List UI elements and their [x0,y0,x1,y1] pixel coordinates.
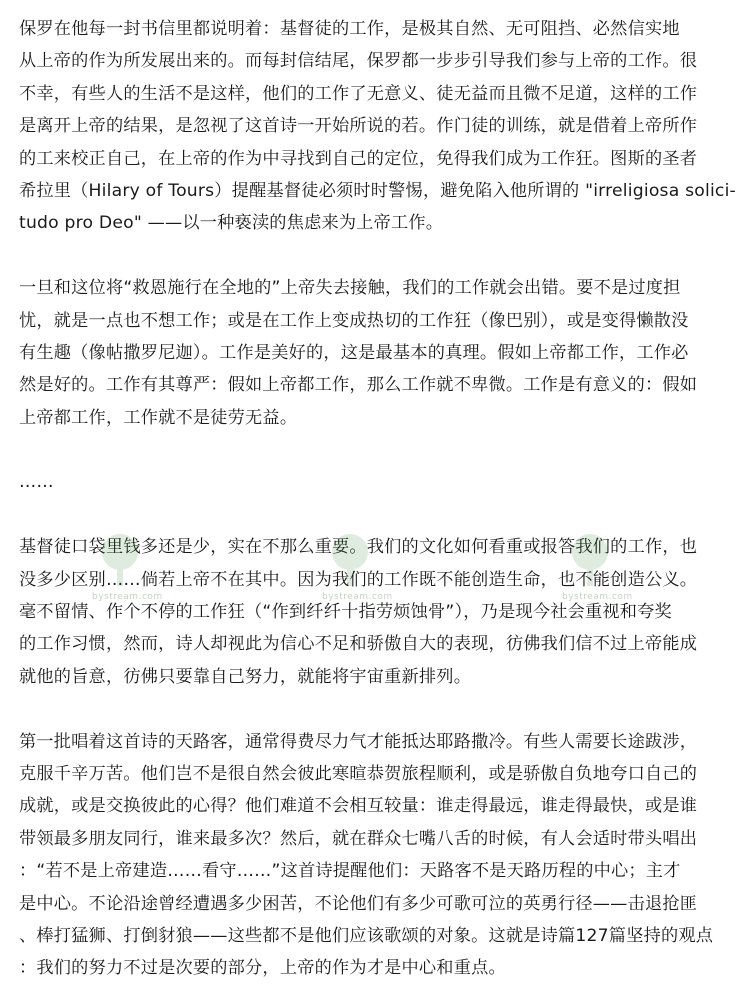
watermark-text: bystream.com [92,592,163,602]
paragraph-4 [19,726,732,985]
text-line: 第一批唱着这首诗的天路客，通常得费尽力气才能抵达耶路撒冷。有些人需要长途跋涉， [19,731,698,752]
text-line: 的工来校正自己，在上帝的作为中寻找到自己的定位，免得我们成为工作狂。图斯的圣者 [19,148,698,169]
text-line: 带领最多朋友同行，谁来最多次？然后，就在群众七嘴八舌的时候，有人会适时带头唱出 [19,828,698,849]
text-line: ：我们的努力不过是次要的部分，上帝的作为才是中心和重点。 [19,958,506,979]
text-line: 是离开上帝的结果，是忽视了这首诗一开始所说的若。作门徒的训练，就是借着上帝所作 [19,116,698,137]
text-line: 是中心。不论沿途曾经遭遇多少困苦，不论他们有多少可歌可泣的英勇行径——击退抢匪 [19,893,698,914]
text-line: 有生趣（像帖撒罗尼迦）。工作是美好的，这是最基本的真理。假如上帝都工作，工作必 [19,342,689,363]
watermark-text: bystream.com [322,592,393,602]
text-line: 克服千辛万苦。他们岂不是很自然会彼此寒暄恭贺旅程顺利，或是骄傲自负地夸口自己的 [19,763,698,784]
text-line: 毫不留情、作个不停的工作狂（“作到纤纤十指劳烦蚀骨”），乃是现今社会重视和夸奖 [19,602,672,623]
text-line: 就他的旨意，彷佛只要靠自己努力，就能将宇宙重新排列。 [19,666,472,687]
text-line: 希拉里（Hilary of Tours）提醒基督徒必须时时警惕，避免陷入他所谓的 "irreligiosa solici- [19,180,736,201]
paragraph-3 [19,531,732,693]
watermark-text: bystream.com [562,592,633,602]
text-line: 不幸，有些人的生活不是这样，他们的工作了无意义、徒无益而且微不足道，这样的工作 [19,83,698,104]
text-line: ：“若不是上帝建造……看守……”这首诗提醒他们：天路客不是天路历程的中心；主才 [19,861,681,882]
text-line: 从上帝的作为所发展出来的。而每封信结尾，保罗都一步步引导我们参与上帝的工作。很 [19,51,698,72]
paragraph-gap [19,693,732,725]
text-line: 基督徒口袋里钱多还是少，实在不那么重要。我们的文化如何看重或报答我们的工作，也 [19,537,698,558]
text-line: 成就，或是交换彼此的心得？他们难道不会相互较量：谁走得最远，谁走得最快，或是谁 [19,796,698,817]
paragraph-gap [19,240,732,272]
text-line: 保罗在他每一封书信里都说明着：基督徒的工作，是极其自然、无可阻挡、必然信实地 [19,19,680,39]
paragraph-2 [19,272,732,434]
paragraph-gap [19,499,732,531]
text-line: 的工作习惯，然而，诗人却视此为信心不足和骄傲自大的表现，彷佛我们信不过上帝能成 [19,634,698,655]
text-line: 然是好的。工作有其尊严：假如上帝都工作，那么工作就不卑微。工作是有意义的：假如 [19,375,698,396]
paragraph-gap [19,434,732,466]
text-line: 没多少区别……倘若上帝不在其中。因为我们的工作既不能创造生命，也不能创造公义。 [19,569,698,590]
ellipsis-paragraph [19,466,732,498]
text-line: 、棒打猛狮、打倒豺狼——这些都不是他们应该歌颂的对象。这就是诗篇127篇坚持的观点 [19,925,714,946]
paragraph-1 [19,13,736,240]
text-line: 上帝都工作，工作就不是徒劳无益。 [19,407,298,428]
text-line: 一旦和这位将“救恩施行在全地的”上帝失去接触，我们的工作就会出错。要不是过度担 [19,278,681,299]
ellipsis-line: …… [19,472,54,493]
text-line: tudo pro Deo" ——以一种亵渎的焦虑来为上帝工作。 [19,213,444,234]
text-line: 忧，就是一点也不想工作；或是在工作上变成热切的工作狂（像巴别），或是变得懒散没 [19,310,689,331]
